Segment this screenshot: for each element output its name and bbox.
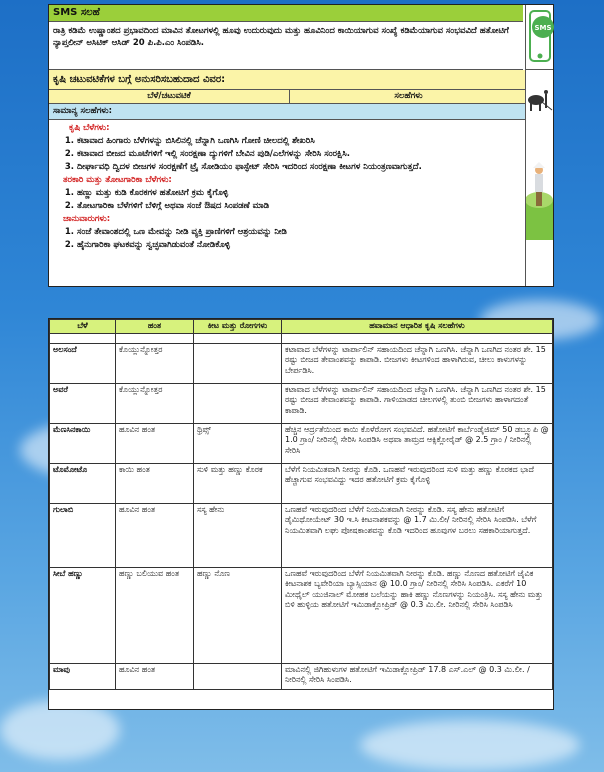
list-item: 2. ಹೈನುಗಾರಿಕಾ ಘಟಕವನ್ನು ಸ್ವಚ್ಛವಾಗಿಡುವಂತೆ ನೋಡಿಕೊಳ್ಳಿ	[77, 239, 521, 251]
advice-cell: ಕಟಾವಾದ ಬೆಳೆಗಳನ್ನು ಟಾರ್ಪಾಲಿನ್ ಸಹಾಯದಿಂದ ಚೆನ್ನಾಗಿ ಒಣಗಿಸಿ. ಚೆನ್ನಾಗಿ ಒಣಗಿದ ನಂತರ ಶೇ. 15 ರಷ್ಟು ಬೀಜದ ತೇವಾಂಶವನ್ನು ಕಾಪಾಡಿ. ಗಾಳಿಯಾಡದ ಚೀಲಗಳಲ್ಲಿ ತುಂಬಿ ಬೀಜಗಳು ಹಾಳಾಗದಂತೆ ಕಾಪಾಡಿ.	[282, 383, 553, 423]
crop-advice-table	[49, 319, 553, 690]
section-list-crops	[55, 135, 521, 173]
sms-icon-label: SMS	[534, 24, 552, 32]
table-row	[50, 423, 553, 463]
advisory-box	[48, 4, 554, 287]
table-row	[50, 343, 553, 383]
farm-illustration-column	[525, 70, 553, 286]
advisory-title-text: ಕೃಷಿ ಚಟುವಟಿಕೆಗಳ ಬಗ್ಗೆ ಅನುಸರಿಸಬಹುದಾದ ವಿವರ:	[53, 74, 226, 85]
advice-cell: ಒಣಹವೆ ಇರುವುದರಿಂದ ಬೆಳೆಗೆ ನಿಯಮಿತವಾಗಿ ನೀರನ್ನು ಕೊಡಿ. ಹಣ್ಣು ನೊಣದ ಹತೋಟಿಗೆ ಜೈವಿಕ ಕೀಟನಾಶಕ ಬ್ಯವೇರಿಯಾ ಬ್ಯಾಸ್ಸಿಯಾನ @ 10.0 ಗ್ರಾಂ/ ನೀರಿನಲ್ಲಿ ಸೇರಿಸಿ ಸಿಂಪಡಿಸಿ. ಎಕರೆಗೆ 10 ಮೀಥೈಲ್ ಯುಜಿನಾಲ್ ಮೋಹಕ ಬಲೆಯನ್ನು ಹಾಕಿ ಹಣ್ಣು ನೊಣಗಳನ್ನು ನಿಯಂತ್ರಿಸಿ. ಸಸ್ಯ ಹೇನು ಮತ್ತು ಬಿಳಿ ಹುಳ್ಳಿಯ ಹತೋಟಿಗೆ ಇಮಿಡಾಕ್ಲೋಪ್ರಿಡ್ @ 0.3 ಮಿ.ಲೀ. ನೀರಿನಲ್ಲಿ ಸೇರಿಸಿ ಸಿಂಪಡಿಸಿ	[282, 567, 553, 663]
crop-cell: ಟೊಮೋಟೊ	[50, 463, 116, 503]
general-advice-label	[49, 104, 527, 120]
pest-cell	[194, 383, 282, 423]
stage-cell: ಕಾಯಿ ಹಂತ	[116, 463, 194, 503]
pest-cell: ಸುಳಿ ಮತ್ತು ಹಣ್ಣು ಕೊರಕ	[194, 463, 282, 503]
stage-cell: ಕೊಯ್ಲುನ್ನೋತ್ತರ	[116, 343, 194, 383]
crop-cell: ಅವರೆ	[50, 383, 116, 423]
empty-cell	[194, 333, 282, 343]
sms-body-text: ರಾತ್ರಿ ಕಡಿಮೆ ಉಷ್ಣಾಂಶದ ಪ್ರಭಾವದಿಂದ ಮಾವಿನ ತೋಟಗಳಲ್ಲಿ ಹೂವು ಉದುರುವುದು ಮತ್ತು ಹೂವಿನಿಂದ ಕಾಯಿಯಾಗುವ ಸಂಖ್ಯೆ ಕಡಿಮೆಯಾಗುವ ಸಂಭವವಿದೆ ಹತೋಟಿಗೆ ನ್ಯಾಪ್ತಲೀನ್ ಅಸಿಟಿಕ್ ಆಸಿಡ್ 20 ಪಿ.ಪಿ.ಎಂ ಸಿಂಪಡಿಸಿ.	[53, 26, 509, 48]
sms-title	[49, 5, 523, 22]
cloud-decoration	[360, 720, 580, 770]
table-row	[50, 503, 553, 567]
table-header-row	[50, 320, 553, 334]
stage-cell: ಕೊಯ್ಲುನ್ನೋತ್ತರ	[116, 383, 194, 423]
advisory-sections	[49, 120, 527, 254]
table-row	[50, 463, 553, 503]
advice-cell: ಮಾವಿನಲ್ಲಿ ಜಿಗಿಹುಳುಗಳ ಹತೋಟಿಗೆ ಇಮಿಡಾಕ್ಲೋಪ್ರಿಡ್ 17.8 ಎಸ್.ಎಲ್ @ 0.3 ಮಿ.ಲೀ. / ನೀರಿನಲ್ಲಿ ಸೇರಿಸಿ ಸಿಂಪಡಿಸಿ.	[282, 663, 553, 689]
crop-cell: ಮಾವು	[50, 663, 116, 689]
crop-advice-table-box	[48, 318, 554, 710]
empty-cell	[50, 333, 116, 343]
empty-cell	[282, 333, 553, 343]
pest-cell: ಸಸ್ಯ ಹೇನು	[194, 503, 282, 567]
pest-cell: ಥ್ರಿಪ್ಸ್	[194, 423, 282, 463]
header-stage: ಹಂತ	[116, 320, 194, 334]
list-item: 1. ಹಣ್ಣು ಮತ್ತು ಕುಡಿ ಕೊರಕಗಳ ಹತೋಟಿಗೆ ಕ್ರಮ ಕೈಗೊಳ್ಳಿ	[77, 187, 521, 199]
section-heading-livestock: ಜಾನುವಾರುಗಳು:	[63, 214, 111, 224]
section-heading-horticulture: ತರಕಾರಿ ಮತ್ತು ತೋಟಗಾರಿಕಾ ಬೆಳೆಗಳು:	[63, 175, 172, 185]
pest-cell	[194, 343, 282, 383]
col-advice-header: ಸಲಹೆಗಳು	[394, 91, 423, 101]
advice-cell: ಒಣಹವೆ ಇರುವುದರಿಂದ ಬೆಳೆಗೆ ನಿಯಮಿತವಾಗಿ ನೀರನ್ನು ಕೊಡಿ. ಸಸ್ಯ ಹೇನು ಹತೋಟಿಗೆ ಡೈಮಿಥೋಯೇಟ್ 30 ಇ.ಸಿ ಕೀಟನಾಶಕವನ್ನು @ 1.7 ಮಿ.ಲೀ/ ನೀರಿನಲ್ಲಿ ಸೇರಿಸಿ ಸಿಂಪಡಿಸಿ. ಬೆಳೆಗೆ ನಿಯಮಿತವಾಗಿ ಲಘು ಪೋಷಕಾಂಶವನ್ನು ಕೊಡಿ ಇದರಿಂದ ಹೂವುಗಳ ಬರಲು ಸಹಕಾರಿಯಾಗುತ್ತದೆ.	[282, 503, 553, 567]
list-item: 3. ದೀರ್ಘಾವಧಿ ದ್ವಿದಳ ಬೀಜಗಳ ಸಂರಕ್ಷಣೆಗೆ ಟ್ರೈ ಸೋಡಿಯಂ ಫಾಸ್ಫೇಟ್ ಸೇರಿಸಿ ಇದರಿಂದ ಸಂರಕ್ಷಣಾ ಕೀಟಗಳ ನಿಯಂತ್ರಣವಾಗುತ್ತದೆ.	[77, 161, 521, 173]
advisory-header-row	[49, 90, 527, 104]
list-item: 2. ತೋಟಗಾರಿಕಾ ಬೆಳೆಗಳಿಗೆ ಬೆಳಿಗ್ಗೆ ಅಥವಾ ಸಂಜೆ ಔಷದ ಸಿಂಪಡಣೆ ಮಾಡಿ	[77, 200, 521, 212]
advice-cell: ಹೆಚ್ಚಿನ ಆರ್ದ್ರತೆಯಿಂದ ಕಾಯಿ ಕೊಳೆರೋಗ ಸಂಭವವಿದೆ. ಹತೋಟಿಗೆ ಕಾರ್ಬೆಂಡೈಜಿಮ್ 50 ಡಬ್ಲ್ಯೂಪಿ @ 1.0 ಗ್ರಾಂ/ ನೀರಿನಲ್ಲಿ ಸೇರಿಸಿ ಸಿಂಪಡಿಸಿ ಅಥವಾ ತಾಮ್ರದ ಆಕ್ಸಿಕ್ಲೋರೈಡ್ @ 2.5 ಗ್ರಾಂ / ನೀರಿನಲ್ಲಿ ಸೇರಿಸಿ	[282, 423, 553, 463]
sms-title-text: SMS ಸಲಹೆ	[53, 7, 100, 18]
table-row	[50, 567, 553, 663]
table-row	[50, 333, 553, 343]
header-crop: ಬೆಳೆ	[50, 320, 116, 334]
list-item: 1. ಸಂಜೆ ತೇವಾಂಶದಲ್ಲಿ ಒಣ ಮೇವನ್ನು ನೀಡಿ ವ್ಯಕ್ತಿ ಪ್ರಾಣಿಗಳಿಗೆ ಆಶ್ರಯವನ್ನು ನೀಡಿ	[77, 226, 521, 238]
crop-cell: ಸೀಬೆ ಹಣ್ಣು	[50, 567, 116, 663]
table-row	[50, 663, 553, 689]
ox-plough-icon	[526, 70, 553, 130]
crop-cell: ಮೆಣಸಿನಕಾಯಿ	[50, 423, 116, 463]
advice-cell: ಕಟಾವಾದ ಬೆಳೆಗಳನ್ನು ಟಾರ್ಪಾಲಿನ್ ಸಹಾಯದಿಂದ ಚೆನ್ನಾಗಿ ಒಣಗಿಸಿ. ಚೆನ್ನಾಗಿ ಒಣಗಿದ ನಂತರ ಶೇ. 15 ರಷ್ಟು ಬೀಜದ ತೇವಾಂಶವನ್ನು ಕಾಪಾಡಿ. ಬೀಜಗಳು ಕೀಟಗಳಿಂದ ಹಾಳಾಗಿರುವ, ಚೀಲು ಕಾಳುಗಳನ್ನು ಬೇರ್ಪಡಿಸಿ.	[282, 343, 553, 383]
section-heading-crops: ಕೃಷಿ ಬೆಳೆಗಳು:	[69, 123, 110, 133]
header-advice: ಹವಾಮಾನ ಆಧಾರಿತ ಕೃಷಿ ಸಲಹೆಗಳು	[282, 320, 553, 334]
table-row	[50, 383, 553, 423]
sms-body	[49, 22, 523, 70]
general-advice-text: ಸಾಮಾನ್ಯ ಸಲಹೆಗಳು:	[53, 106, 113, 116]
sms-icon	[525, 5, 553, 70]
section-list-horticulture	[55, 187, 521, 212]
pest-cell: ಹಣ್ಣು ನೊಣ	[194, 567, 282, 663]
pest-cell	[194, 663, 282, 689]
crop-cell: ಅಲಸಂದೆ	[50, 343, 116, 383]
empty-cell	[116, 333, 194, 343]
stage-cell: ಹೂವಿನ ಹಂತ	[116, 423, 194, 463]
stage-cell: ಹೂವಿನ ಹಂತ	[116, 503, 194, 567]
advisory-title	[49, 70, 527, 90]
col-activity-header: ಬೆಳೆ/ಚಟುವಟಿಕೆ	[49, 90, 290, 103]
list-item: 1. ಕಟಾವಾದ ಹಿಂಗಾರು ಬೆಳೆಗಳನ್ನು ಬಿಸಿಲಿನಲ್ಲಿ ಚೆನ್ನಾಗಿ ಒಣಗಿಸಿ ಗೋಣಿ ಚೀಲದಲ್ಲಿ ಶೇಖರಿಸಿ	[77, 135, 521, 147]
list-item: 2. ಕಟಾವಾದ ಬೀಜದ ಮೂಟೆಗಳಿಗೆ ಇಲ್ಲಿ ಸಂರಕ್ಷಣಾ ದ್ಯುಗಳಿಗೆ ಬೇವಿನ ಪುಡಿ/ಎಲೆಗಳನ್ನು ಸೇರಿಸಿ ಸಂರಕ್ಷಿಸಿ.	[77, 148, 521, 160]
crop-cell: ಗುಲಾಬಿ	[50, 503, 116, 567]
section-list-livestock	[55, 226, 521, 251]
farmer-field-icon	[526, 150, 553, 250]
advice-cell: ಬೆಳೆಗೆ ನಿಯಮಿತವಾಗಿ ನೀರನ್ನು ಕೊಡಿ. ಒಣಹವೆ ಇರುವುದರಿಂದ ಸುಳಿ ಮತ್ತು ಹಣ್ಣು ಕೊರಕದ ಭಾದೆ ಹೆಚ್ಚಾಗುವ ಸಂಭವವಿದ್ದು ಇದರ ಹತೋಟಿಗೆ ಕ್ರಮ ಕೈಗೊಳ್ಳಿ	[282, 463, 553, 503]
stage-cell: ಹೂವಿನ ಹಂತ	[116, 663, 194, 689]
header-pest: ಕೀಟ ಮತ್ತು ರೋಗಗಳು	[194, 320, 282, 334]
stage-cell: ಹಣ್ಣು ಬಲಿಯುವ ಹಂತ	[116, 567, 194, 663]
